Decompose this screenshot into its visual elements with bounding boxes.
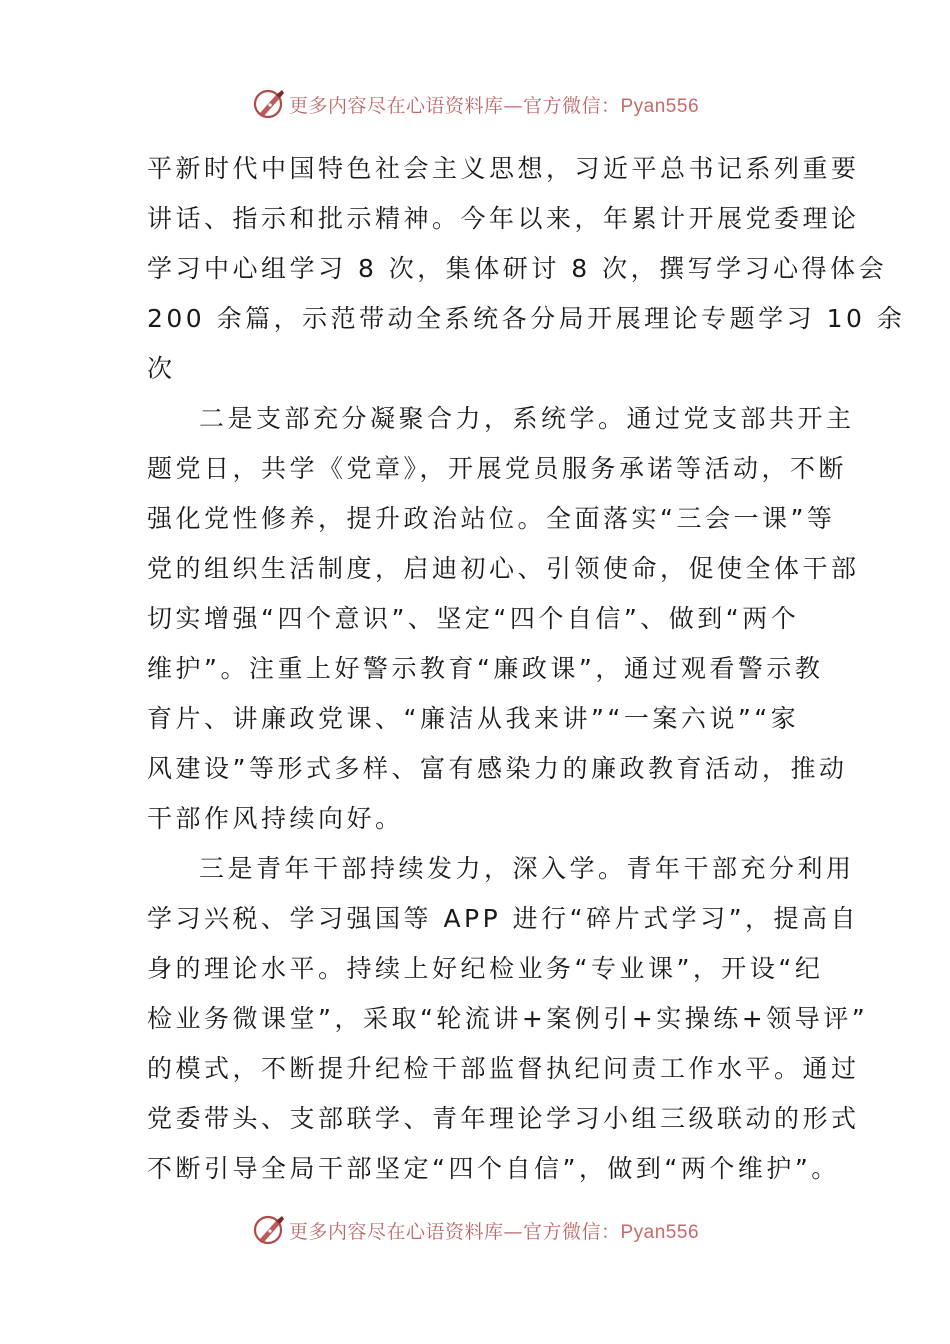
watermark-text: 更多内容尽在心语资料库—官方微信： bbox=[288, 1220, 621, 1243]
body-line: 风建设”等形式多样、富有感染力的廉政教育活动，推动 bbox=[147, 754, 848, 783]
watermark-wechat-id: Pyan556 bbox=[620, 1221, 700, 1243]
body-line: 检业务微课堂”，采取“轮流讲+案例引+实操练+领导评” bbox=[147, 1004, 869, 1033]
body-line: 育片、讲廉政党课、“廉洁从我来讲”“一案六说”“家 bbox=[147, 704, 800, 733]
watermark-wechat-id: Pyan556 bbox=[620, 95, 700, 117]
body-line: 学习兴税、学习强国等 APP 进行“碎片式学习”，提高自 bbox=[147, 904, 860, 933]
footer-watermark bbox=[0, 1210, 950, 1250]
body-line: 次 bbox=[147, 354, 176, 383]
paragraph-start-line: 三是青年干部持续发力，深入学。青年干部充分利用 bbox=[199, 854, 855, 883]
body-line: 维护”。注重上好警示教育“廉政课”，通过观看警示教 bbox=[147, 654, 824, 683]
pen-nib-logo-icon bbox=[251, 86, 287, 122]
body-line: 强化党性修养，提升政治站位。全面落实“三会一课”等 bbox=[147, 504, 836, 533]
document-body bbox=[147, 144, 906, 1194]
body-line: 讲话、指示和批示精神。今年以来，年累计开展党委理论 bbox=[147, 204, 860, 233]
pen-nib-logo-icon bbox=[251, 1212, 287, 1248]
body-line: 平新时代中国特色社会主义思想，习近平总书记系列重要 bbox=[147, 154, 860, 183]
body-line: 不断引导全局干部坚定“四个自信”，做到“两个维护”。 bbox=[147, 1154, 840, 1183]
body-line: 题党日，共学《党章》，开展党员服务承诺等活动，不断 bbox=[147, 454, 848, 483]
body-line: 200 余篇，示范带动全系统各分局开展理论专题学习 10 余 bbox=[147, 304, 906, 333]
body-line: 干部作风持续向好。 bbox=[147, 804, 404, 833]
body-line: 的模式，不断提升纪检干部监督执纪问责工作水平。通过 bbox=[147, 1054, 860, 1083]
body-line: 党委带头、支部联学、青年理论学习小组三级联动的形式 bbox=[147, 1104, 860, 1133]
paragraph-start-line: 二是支部充分凝聚合力，系统学。通过党支部共开主 bbox=[199, 404, 855, 433]
header-watermark bbox=[0, 84, 950, 124]
body-line: 切实增强“四个意识”、坚定“四个自信”、做到“两个 bbox=[147, 604, 800, 633]
body-line: 学习中心组学习 8 次，集体研讨 8 次，撰写学习心得体会 bbox=[147, 254, 888, 283]
body-line: 党的组织生活制度，启迪初心、引领使命，促使全体干部 bbox=[147, 554, 860, 583]
watermark-text: 更多内容尽在心语资料库—官方微信： bbox=[288, 94, 621, 117]
body-line: 身的理论水平。持续上好纪检业务“专业课”，开设“纪 bbox=[147, 954, 824, 983]
